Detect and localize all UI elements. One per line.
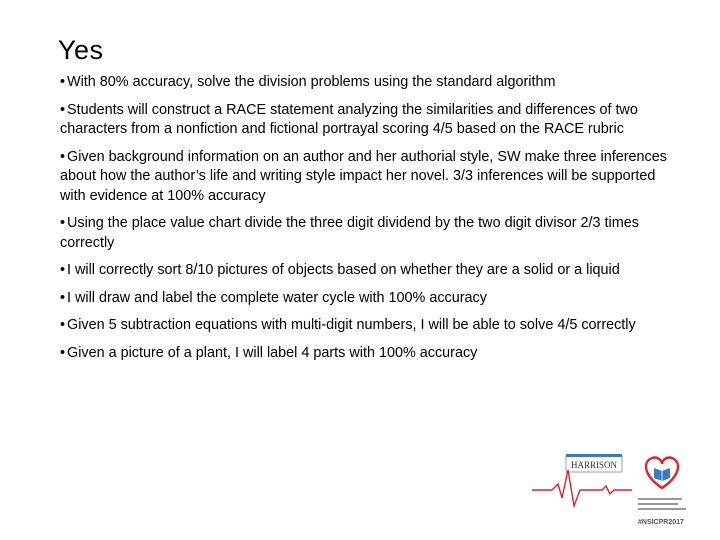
list-item-text: Given 5 subtraction equations with multi-digit numbers, I will be able to solve 4/5 correctly: [67, 317, 636, 333]
list-item: [57, 289, 682, 309]
list-item: [57, 73, 682, 93]
bullet-icon: •: [60, 74, 66, 90]
brand-text: HARRISON: [570, 460, 618, 470]
list-item: [57, 101, 682, 140]
list-item-text: With 80% accuracy, solve the division problems using the standard algorithm: [67, 74, 556, 90]
list-item-text: Students will construct a RACE statement analyzing the similarities and differences of two characters from a nonfiction and fictional portrayal scoring 4/5 based on the RACE rubric: [60, 101, 638, 137]
caption-lines: [638, 498, 686, 510]
bullet-icon: •: [60, 317, 66, 333]
list-item-text: Given a picture of a plant, I will label 4 parts with 100% accuracy: [67, 344, 478, 361]
list-item-text: Using the place value chart divide the three digit dividend by the two digit divisor 2/3 times correctly: [60, 215, 639, 251]
list-item: [57, 344, 682, 364]
bullet-icon: •: [60, 289, 66, 306]
list-item: [57, 316, 682, 336]
bullet-icon: •: [60, 148, 66, 165]
bullet-icon: •: [60, 262, 66, 278]
harrison-logo: [566, 454, 622, 472]
list-item: [57, 214, 682, 253]
slide-title: Yes: [58, 35, 104, 65]
bullet-icon: •: [60, 215, 66, 231]
list-item: [57, 261, 682, 281]
list-item: [57, 148, 682, 207]
conference-hashtag: #NSICPR2017: [638, 519, 684, 526]
conference-logo: [532, 440, 712, 532]
heart-book-icon: [646, 458, 678, 488]
list-item-text: Given background information on an author and her authorial style, SW make three inferences about how the author’s life and writing style impact her novel. 3/3 inferences will be supported with evidence at 100% accuracy: [60, 148, 667, 204]
bullet-icon: •: [60, 344, 66, 361]
list-item-text: I will draw and label the complete water cycle with 100% accuracy: [67, 289, 487, 306]
objectives-list: [57, 73, 682, 371]
bullet-icon: •: [60, 101, 66, 118]
list-item-text: I will correctly sort 8/10 pictures of objects based on whether they are a solid or a liquid: [67, 262, 620, 278]
heartbeat-line: [532, 470, 632, 506]
